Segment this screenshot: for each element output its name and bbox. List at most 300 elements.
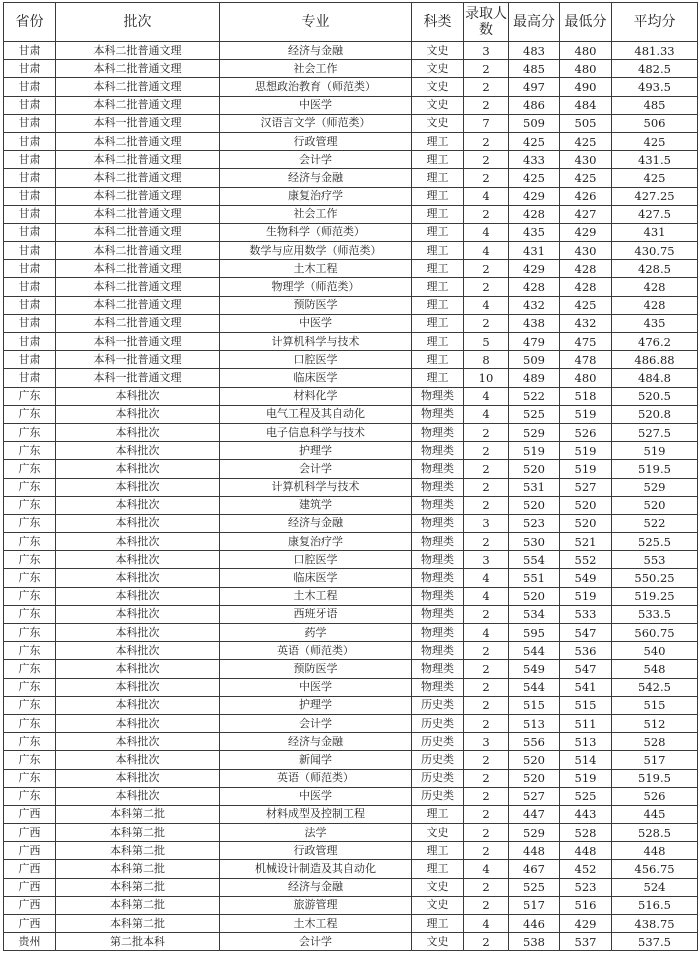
table-row	[4, 351, 698, 369]
cell-min-score: 425	[560, 296, 612, 314]
cell-admitted-count: 4	[464, 187, 509, 205]
cell-max-score: 429	[509, 187, 560, 205]
cell-max-score: 467	[509, 860, 560, 878]
cell-min-score: 480	[560, 42, 612, 60]
cell-min-score: 537	[560, 933, 612, 951]
cell-batch: 本科批次	[56, 405, 220, 423]
cell-admitted-count: 2	[464, 278, 509, 296]
cell-batch: 本科批次	[56, 751, 220, 769]
cell-batch: 本科第二批	[56, 842, 220, 860]
cell-category: 物理类	[412, 496, 464, 514]
header-avg-score: 平均分	[612, 3, 698, 42]
cell-avg-score: 486.88	[612, 351, 698, 369]
cell-avg-score: 515	[612, 696, 698, 714]
cell-batch: 本科批次	[56, 423, 220, 441]
cell-category: 理工	[412, 296, 464, 314]
table-row	[4, 696, 698, 714]
cell-batch: 本科批次	[56, 733, 220, 751]
cell-max-score: 486	[509, 96, 560, 114]
cell-batch: 本科批次	[56, 496, 220, 514]
cell-category: 物理类	[412, 514, 464, 532]
cell-major: 会计学	[220, 460, 412, 478]
header-major: 专业	[220, 3, 412, 42]
cell-max-score: 523	[509, 514, 560, 532]
cell-category: 物理类	[412, 423, 464, 441]
cell-major: 中医学	[220, 787, 412, 805]
cell-max-score: 549	[509, 660, 560, 678]
cell-category: 物理类	[412, 460, 464, 478]
cell-province: 甘肃	[4, 278, 56, 296]
table-row	[4, 460, 698, 478]
table-row	[4, 423, 698, 441]
cell-major: 药学	[220, 624, 412, 642]
cell-avg-score: 431	[612, 223, 698, 241]
cell-province: 甘肃	[4, 187, 56, 205]
table-row	[4, 642, 698, 660]
cell-avg-score: 506	[612, 114, 698, 132]
cell-major: 临床医学	[220, 569, 412, 587]
table-row	[4, 769, 698, 787]
cell-max-score: 554	[509, 551, 560, 569]
cell-province: 甘肃	[4, 242, 56, 260]
cell-province: 甘肃	[4, 333, 56, 351]
table-row	[4, 223, 698, 241]
cell-admitted-count: 2	[464, 660, 509, 678]
cell-max-score: 529	[509, 423, 560, 441]
table-row	[4, 314, 698, 332]
cell-batch: 本科一批普通文理	[56, 351, 220, 369]
cell-province: 甘肃	[4, 369, 56, 387]
cell-admitted-count: 2	[464, 169, 509, 187]
cell-category: 物理类	[412, 660, 464, 678]
cell-max-score: 517	[509, 896, 560, 914]
cell-admitted-count: 4	[464, 587, 509, 605]
cell-major: 材料化学	[220, 387, 412, 405]
cell-min-score: 428	[560, 278, 612, 296]
cell-max-score: 520	[509, 587, 560, 605]
cell-admitted-count: 4	[464, 405, 509, 423]
cell-province: 广东	[4, 587, 56, 605]
cell-min-score: 527	[560, 478, 612, 496]
cell-max-score: 438	[509, 314, 560, 332]
cell-province: 甘肃	[4, 78, 56, 96]
cell-major: 护理学	[220, 442, 412, 460]
cell-max-score: 525	[509, 405, 560, 423]
cell-avg-score: 516.5	[612, 896, 698, 914]
cell-batch: 本科第二批	[56, 824, 220, 842]
cell-admitted-count: 2	[464, 478, 509, 496]
cell-batch: 本科二批普通文理	[56, 260, 220, 278]
table-body	[4, 42, 698, 951]
table-row	[4, 896, 698, 914]
table-row	[4, 569, 698, 587]
cell-batch: 本科批次	[56, 696, 220, 714]
cell-min-score: 519	[560, 587, 612, 605]
cell-category: 文史	[412, 96, 464, 114]
cell-province: 广东	[4, 460, 56, 478]
cell-max-score: 429	[509, 260, 560, 278]
cell-batch: 本科二批普通文理	[56, 151, 220, 169]
cell-category: 理工	[412, 915, 464, 933]
cell-max-score: 509	[509, 351, 560, 369]
cell-min-score: 478	[560, 351, 612, 369]
cell-batch: 本科二批普通文理	[56, 278, 220, 296]
cell-max-score: 544	[509, 642, 560, 660]
cell-major: 社会工作	[220, 60, 412, 78]
table-row	[4, 624, 698, 642]
cell-major: 土木工程	[220, 587, 412, 605]
cell-min-score: 425	[560, 169, 612, 187]
table-row	[4, 296, 698, 314]
cell-admitted-count: 2	[464, 442, 509, 460]
cell-batch: 本科第二批	[56, 860, 220, 878]
cell-min-score: 516	[560, 896, 612, 914]
cell-avg-score: 520.5	[612, 387, 698, 405]
cell-category: 理工	[412, 278, 464, 296]
cell-admitted-count: 2	[464, 78, 509, 96]
cell-major: 土木工程	[220, 260, 412, 278]
cell-avg-score: 476.2	[612, 333, 698, 351]
cell-max-score: 435	[509, 223, 560, 241]
cell-admitted-count: 2	[464, 132, 509, 150]
cell-major: 旅游管理	[220, 896, 412, 914]
table-row	[4, 60, 698, 78]
cell-category: 物理类	[412, 551, 464, 569]
cell-avg-score: 430.75	[612, 242, 698, 260]
cell-min-score: 526	[560, 423, 612, 441]
cell-major: 康复治疗学	[220, 533, 412, 551]
cell-province: 广东	[4, 569, 56, 587]
cell-min-score: 547	[560, 624, 612, 642]
table-row	[4, 205, 698, 223]
cell-major: 建筑学	[220, 496, 412, 514]
cell-max-score: 446	[509, 915, 560, 933]
table-row	[4, 915, 698, 933]
cell-batch: 本科批次	[56, 642, 220, 660]
cell-batch: 本科二批普通文理	[56, 223, 220, 241]
cell-avg-score: 529	[612, 478, 698, 496]
cell-batch: 本科第二批	[56, 896, 220, 914]
cell-category: 理工	[412, 223, 464, 241]
cell-max-score: 497	[509, 78, 560, 96]
cell-min-score: 523	[560, 878, 612, 896]
cell-admitted-count: 2	[464, 696, 509, 714]
cell-min-score: 475	[560, 333, 612, 351]
cell-province: 广东	[4, 769, 56, 787]
cell-category: 物理类	[412, 605, 464, 623]
cell-province: 广东	[4, 787, 56, 805]
header-min-score: 最低分	[560, 3, 612, 42]
cell-province: 广东	[4, 642, 56, 660]
table-row	[4, 442, 698, 460]
table-row	[4, 496, 698, 514]
cell-min-score: 432	[560, 314, 612, 332]
cell-category: 理工	[412, 205, 464, 223]
cell-avg-score: 542.5	[612, 678, 698, 696]
cell-max-score: 530	[509, 533, 560, 551]
cell-province: 广西	[4, 878, 56, 896]
cell-category: 理工	[412, 132, 464, 150]
cell-province: 甘肃	[4, 260, 56, 278]
cell-min-score: 525	[560, 787, 612, 805]
cell-max-score: 538	[509, 933, 560, 951]
cell-batch: 本科二批普通文理	[56, 242, 220, 260]
table-row	[4, 878, 698, 896]
table-row	[4, 824, 698, 842]
cell-min-score: 536	[560, 642, 612, 660]
cell-max-score: 529	[509, 824, 560, 842]
cell-min-score: 514	[560, 751, 612, 769]
cell-category: 文史	[412, 60, 464, 78]
cell-batch: 本科二批普通文理	[56, 169, 220, 187]
cell-category: 文史	[412, 824, 464, 842]
table-row	[4, 260, 698, 278]
table-row	[4, 114, 698, 132]
cell-avg-score: 526	[612, 787, 698, 805]
cell-admitted-count: 4	[464, 860, 509, 878]
cell-province: 广东	[4, 551, 56, 569]
cell-avg-score: 517	[612, 751, 698, 769]
cell-avg-score: 425	[612, 169, 698, 187]
cell-major: 经济与金融	[220, 42, 412, 60]
cell-admitted-count: 2	[464, 96, 509, 114]
cell-batch: 本科二批普通文理	[56, 296, 220, 314]
cell-category: 物理类	[412, 587, 464, 605]
header-batch: 批次	[56, 3, 220, 42]
cell-province: 广东	[4, 514, 56, 532]
cell-major: 会计学	[220, 933, 412, 951]
header-row	[4, 3, 698, 42]
cell-min-score: 480	[560, 369, 612, 387]
cell-min-score: 549	[560, 569, 612, 587]
table-row	[4, 132, 698, 150]
cell-province: 甘肃	[4, 96, 56, 114]
cell-min-score: 521	[560, 533, 612, 551]
cell-admitted-count: 4	[464, 387, 509, 405]
cell-admitted-count: 4	[464, 915, 509, 933]
cell-batch: 本科一批普通文理	[56, 333, 220, 351]
cell-batch: 本科二批普通文理	[56, 187, 220, 205]
table-row	[4, 678, 698, 696]
cell-category: 物理类	[412, 624, 464, 642]
cell-max-score: 448	[509, 842, 560, 860]
cell-max-score: 551	[509, 569, 560, 587]
cell-province: 广东	[4, 478, 56, 496]
cell-major: 行政管理	[220, 842, 412, 860]
cell-admitted-count: 2	[464, 423, 509, 441]
cell-category: 理工	[412, 314, 464, 332]
cell-admitted-count: 2	[464, 642, 509, 660]
cell-admitted-count: 4	[464, 624, 509, 642]
cell-avg-score: 522	[612, 514, 698, 532]
cell-avg-score: 425	[612, 132, 698, 150]
cell-category: 历史类	[412, 751, 464, 769]
cell-min-score: 425	[560, 132, 612, 150]
cell-admitted-count: 2	[464, 714, 509, 732]
cell-category: 理工	[412, 860, 464, 878]
cell-province: 广东	[4, 624, 56, 642]
cell-max-score: 447	[509, 805, 560, 823]
cell-avg-score: 550.25	[612, 569, 698, 587]
cell-max-score: 520	[509, 769, 560, 787]
cell-max-score: 595	[509, 624, 560, 642]
cell-max-score: 432	[509, 296, 560, 314]
cell-major: 行政管理	[220, 132, 412, 150]
cell-min-score: 519	[560, 442, 612, 460]
cell-min-score: 448	[560, 842, 612, 860]
cell-avg-score: 431.5	[612, 151, 698, 169]
cell-admitted-count: 4	[464, 242, 509, 260]
cell-province: 甘肃	[4, 296, 56, 314]
cell-admitted-count: 2	[464, 205, 509, 223]
table-row	[4, 96, 698, 114]
table-row	[4, 514, 698, 532]
cell-min-score: 541	[560, 678, 612, 696]
cell-avg-score: 485	[612, 96, 698, 114]
cell-major: 生物科学（师范类）	[220, 223, 412, 241]
cell-province: 甘肃	[4, 114, 56, 132]
table-row	[4, 405, 698, 423]
table-row	[4, 42, 698, 60]
cell-max-score: 425	[509, 169, 560, 187]
cell-major: 护理学	[220, 696, 412, 714]
cell-max-score: 433	[509, 151, 560, 169]
cell-max-score: 431	[509, 242, 560, 260]
cell-category: 理工	[412, 242, 464, 260]
cell-province: 广东	[4, 533, 56, 551]
cell-min-score: 429	[560, 223, 612, 241]
cell-province: 甘肃	[4, 169, 56, 187]
cell-admitted-count: 2	[464, 842, 509, 860]
cell-avg-score: 548	[612, 660, 698, 678]
cell-avg-score: 560.75	[612, 624, 698, 642]
cell-admitted-count: 4	[464, 569, 509, 587]
table-row	[4, 714, 698, 732]
cell-province: 甘肃	[4, 151, 56, 169]
cell-admitted-count: 3	[464, 551, 509, 569]
cell-province: 甘肃	[4, 314, 56, 332]
table-row	[4, 278, 698, 296]
cell-max-score: 428	[509, 205, 560, 223]
cell-province: 广东	[4, 442, 56, 460]
cell-batch: 本科批次	[56, 660, 220, 678]
cell-max-score: 520	[509, 460, 560, 478]
cell-admitted-count: 5	[464, 333, 509, 351]
cell-major: 土木工程	[220, 915, 412, 933]
cell-admitted-count: 2	[464, 460, 509, 478]
cell-major: 思想政治教育（师范类）	[220, 78, 412, 96]
cell-admitted-count: 4	[464, 296, 509, 314]
cell-max-score: 425	[509, 132, 560, 150]
cell-min-score: 430	[560, 242, 612, 260]
cell-min-score: 484	[560, 96, 612, 114]
cell-avg-score: 456.75	[612, 860, 698, 878]
cell-batch: 本科二批普通文理	[56, 42, 220, 60]
cell-avg-score: 427.5	[612, 205, 698, 223]
cell-avg-score: 533.5	[612, 605, 698, 623]
cell-admitted-count: 3	[464, 514, 509, 532]
table-row	[4, 333, 698, 351]
cell-admitted-count: 2	[464, 933, 509, 951]
cell-admitted-count: 2	[464, 878, 509, 896]
cell-major: 社会工作	[220, 205, 412, 223]
cell-category: 理工	[412, 351, 464, 369]
cell-category: 物理类	[412, 442, 464, 460]
table-row	[4, 933, 698, 951]
cell-province: 广西	[4, 805, 56, 823]
cell-admitted-count: 2	[464, 824, 509, 842]
cell-admitted-count: 2	[464, 896, 509, 914]
cell-avg-score: 520.8	[612, 405, 698, 423]
cell-batch: 本科一批普通文理	[56, 114, 220, 132]
cell-category: 物理类	[412, 569, 464, 587]
table-row	[4, 387, 698, 405]
cell-batch: 本科批次	[56, 460, 220, 478]
cell-max-score: 534	[509, 605, 560, 623]
cell-max-score: 509	[509, 114, 560, 132]
cell-province: 甘肃	[4, 351, 56, 369]
table-row	[4, 369, 698, 387]
cell-min-score: 505	[560, 114, 612, 132]
table-row	[4, 860, 698, 878]
cell-avg-score: 519.5	[612, 769, 698, 787]
cell-avg-score: 493.5	[612, 78, 698, 96]
cell-avg-score: 525.5	[612, 533, 698, 551]
cell-avg-score: 445	[612, 805, 698, 823]
cell-batch: 本科批次	[56, 569, 220, 587]
cell-avg-score: 537.5	[612, 933, 698, 951]
cell-category: 物理类	[412, 405, 464, 423]
table-row	[4, 78, 698, 96]
cell-min-score: 547	[560, 660, 612, 678]
cell-min-score: 513	[560, 733, 612, 751]
cell-major: 英语（师范类）	[220, 642, 412, 660]
cell-admitted-count: 2	[464, 605, 509, 623]
cell-category: 物理类	[412, 678, 464, 696]
cell-province: 广东	[4, 405, 56, 423]
table-row	[4, 533, 698, 551]
cell-major: 经济与金融	[220, 878, 412, 896]
cell-batch: 本科批次	[56, 714, 220, 732]
cell-batch: 本科批次	[56, 624, 220, 642]
cell-avg-score: 428	[612, 296, 698, 314]
cell-min-score: 426	[560, 187, 612, 205]
cell-min-score: 533	[560, 605, 612, 623]
cell-admitted-count: 2	[464, 260, 509, 278]
cell-max-score: 489	[509, 369, 560, 387]
cell-batch: 本科二批普通文理	[56, 96, 220, 114]
cell-major: 口腔医学	[220, 351, 412, 369]
cell-admitted-count: 7	[464, 114, 509, 132]
cell-avg-score: 482.5	[612, 60, 698, 78]
cell-min-score: 528	[560, 824, 612, 842]
cell-batch: 本科第二批	[56, 878, 220, 896]
cell-batch: 本科批次	[56, 387, 220, 405]
cell-min-score: 520	[560, 496, 612, 514]
cell-min-score: 480	[560, 60, 612, 78]
cell-min-score: 511	[560, 714, 612, 732]
table-row	[4, 187, 698, 205]
cell-avg-score: 528.5	[612, 824, 698, 842]
cell-category: 理工	[412, 260, 464, 278]
cell-max-score: 485	[509, 60, 560, 78]
cell-category: 理工	[412, 842, 464, 860]
cell-max-score: 520	[509, 496, 560, 514]
cell-province: 广东	[4, 751, 56, 769]
cell-province: 广东	[4, 660, 56, 678]
cell-batch: 本科二批普通文理	[56, 132, 220, 150]
cell-avg-score: 519	[612, 442, 698, 460]
